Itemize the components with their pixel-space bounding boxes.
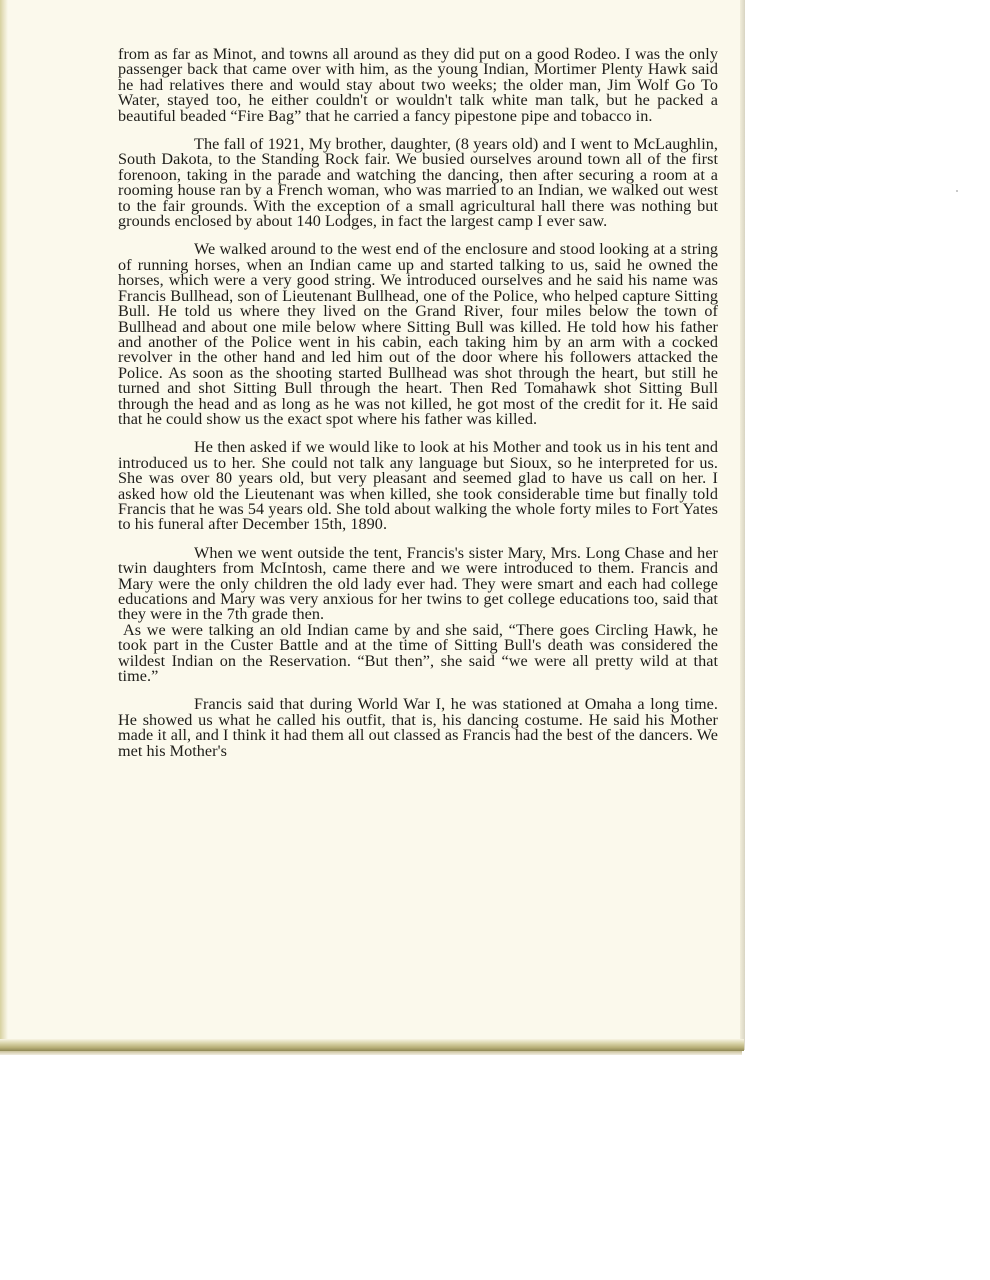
paragraph-3: We walked around to the west end of the enclosure and stood looking at a string of running horses, when an Indian came up and started talking to us, said he owned the horses, which were a very good string. We introduced ourselves and he said his name was Francis Bullhead, son of Lieutenant Bullhead, one of the Police, who helped capture Sitting Bull. He told us where they lived on the Grand River, four miles below the town of Bullhead and about one mile below where Sitting Bull was killed. He told how his father and another of the Police went in his cabin, each taking him by an arm with a cocked revolver in the other hand and led him out of the door where his followers attacked the Police. As soon as the shooting started Bullhead was shot through the heart, but still he turned and shot Sitting Bull through the heart. Then Red Tomahawk shot Sitting Bull through the head and as long as he was not killed, he got most of the credit for it. He said that he could show us the exact spot where his father was killed. [118, 240, 718, 428]
page-right-edge [740, 0, 745, 1050]
body-text [118, 47, 718, 772]
paragraph-5: When we went outside the tent, Francis's sister Mary, Mrs. Long Chase and her twin daughters from McIntosh, came there and we were introduced to them. Francis and Mary were the only children the old lady ever had. They were smart and each had college educations and Mary was very anxious for her twins to get college educations too, said that they were in the 7th grade then. [118, 543, 718, 624]
paragraph-2: The fall of 1921, My brother, daughter, (8 years old) and I went to McLaughlin, South Dakota, to the Standing Rock fair. We busied ourselves around town all of the first forenoon, taking in the parade and watching the dancing, then after securing a room at a rooming house ran by a French woman, who was married to an Indian, we walked out west to the fair grounds. With the exception of a small agricultural hall there was nothing but grounds enclosed by about 140 Lodges, in fact the largest camp I ever saw. [118, 135, 718, 231]
scan-speck [956, 190, 958, 192]
page-bottom-edge [0, 1039, 744, 1051]
paragraph-1: from as far as Minot, and towns all around as they did put on a good Rodeo. I was the only passenger back that came over with him, as the young Indian, Mortimer Plenty Hawk said he had relatives there and would stay about two weeks; the older man, Jim Wolf Go To Water, stayed too, he either couldn't or wouldn't talk white man talk, but he packed a beautiful beaded “Fire Bag” that he carried a fancy pipestone pipe and tobacco in. [118, 45, 718, 125]
page-bottom-shadow [0, 1051, 742, 1055]
paragraph-6: As we were talking an old Indian came by and she said, “There goes Circling Hawk, he took part in the Custer Battle and at the time of Sitting Bull's death was considered the wildest Indian on the Reservation. “But then”, she said “we were all pretty wild at that time.” [118, 620, 718, 686]
paragraph-7: Francis said that during World War I, he was stationed at Omaha a long time. He showed us what he called his outfit, that is, his dancing costume. He said his Mother made it all, and I think it had them all out classed as Francis had the best of the dancers. We met his Mother's [118, 695, 718, 760]
paragraph-4: He then asked if we would like to look at his Mother and took us in his tent and introduced us to her. She could not talk any language but Sioux, so he interpreted for us. She was over 80 years old, but very pleasant and seemed glad to have us call on her. I asked how old the Lieutenant was when killed, she took considerable time but finally told Francis that he was 54 years old. She told about walking the whole forty miles to Fort Yates to his funeral after December 15th, 1890. [118, 438, 718, 534]
page-left-edge [0, 0, 8, 1048]
